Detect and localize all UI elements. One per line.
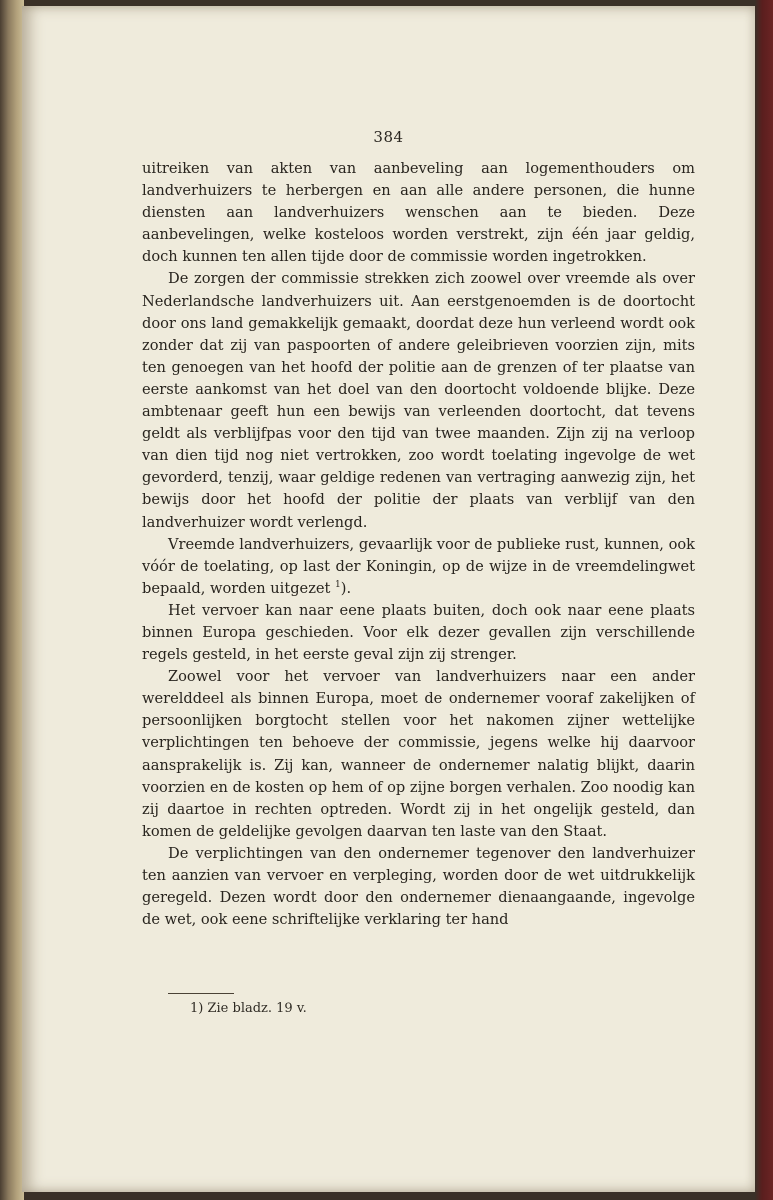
paragraph-text: Vreemde landverhuizers, gevaarlijk voor de publieke rust, kunnen, ook vóór de toelating, op last der Koningin, op de wijze in de vreemdelingwet bepaald, worden uitgezet (142, 535, 695, 597)
page-number: 384 (373, 128, 404, 146)
footnote-divider (168, 993, 234, 994)
paragraph (142, 534, 695, 600)
footnote: 1) Zie bladz. 19 v. (190, 1001, 307, 1016)
body-text (142, 158, 695, 931)
footnote-reference-suffix: ). (340, 579, 352, 597)
footnote-reference: 1 (335, 579, 341, 590)
paragraph: Het vervoer kan naar eene plaats buiten, doch ook naar eene plaats binnen Europa geschieden. Voor elk dezer gevallen zijn verschillende regels gesteld, in het eerste geval zijn zij strenger. (142, 601, 695, 664)
paragraph: De verplichtingen van den ondernemer tegenover den landverhuizer ten aanzien van vervoer en verpleging, worden door de wet uitdrukkelijk geregeld. Dezen wordt door den ondernemer dienaangaande, ingevolge de wet, ook eene schriftelijke verklaring ter hand (142, 844, 695, 929)
book-cover-edge (755, 0, 773, 1200)
paragraph: De zorgen der commissie strekken zich zoowel over vreemde als over Nederlandsche landverhuizers uit. Aan eerstgenoemden is de doortocht door ons land gemakkelijk gemaakt, doordat deze hun verleend wordt ook zonder dat zij van paspoorten of andere geleibrieven voorzien zijn, mits ten genoegen van het hoofd der politie aan de grenzen of ter plaatse van eerste aankomst van het doel van den doortocht voldoende blijke. Deze ambtenaar geeft hun een bewijs van verleenden doortocht, dat tevens geldt als verblijfpas voor den tijd van twee maanden. Zijn zij na verloop van dien tijd nog niet vertrokken, zoo wordt toelating ingevolge de wet gevorderd, tenzij, waar geldige redenen van vertraging aanwezig zijn, het bewijs door het hoofd der politie der plaats van verblijf van den landverhuizer wordt verlengd. (142, 270, 695, 531)
paragraph: uitreiken van akten van aanbeveling aan logementhouders om landverhuizers te herbergen en aan alle andere personen, die hunne diensten aan landverhuizers wenschen aan te bieden. Deze aanbevelingen, welke kosteloos worden verstrekt, zijn één jaar geldig, doch kunnen ten allen tijde door de commissie worden ingetrokken. (142, 160, 695, 266)
paragraph: Zoowel voor het vervoer van landverhuizers naar een ander werelddeel als binnen Europa, moet de ondernemer vooraf zakelijken of persoonlijken borgtocht stellen voor het nakomen zijner wettelijke verplichtingen ten behoeve der commissie, jegens welke hij daarvoor aansprakelijk is. Zij kan, wanneer de ondernemer nalatig blijkt, daarin voorzien en de kosten op hem of op zijne borgen verhalen. Zoo noodig kan zij daartoe in rechten optreden. Wordt zij in het ongelijk gesteld, dan komen de geldelijke gevolgen daarvan ten laste van den Staat. (142, 668, 695, 840)
book-spine (0, 0, 24, 1200)
